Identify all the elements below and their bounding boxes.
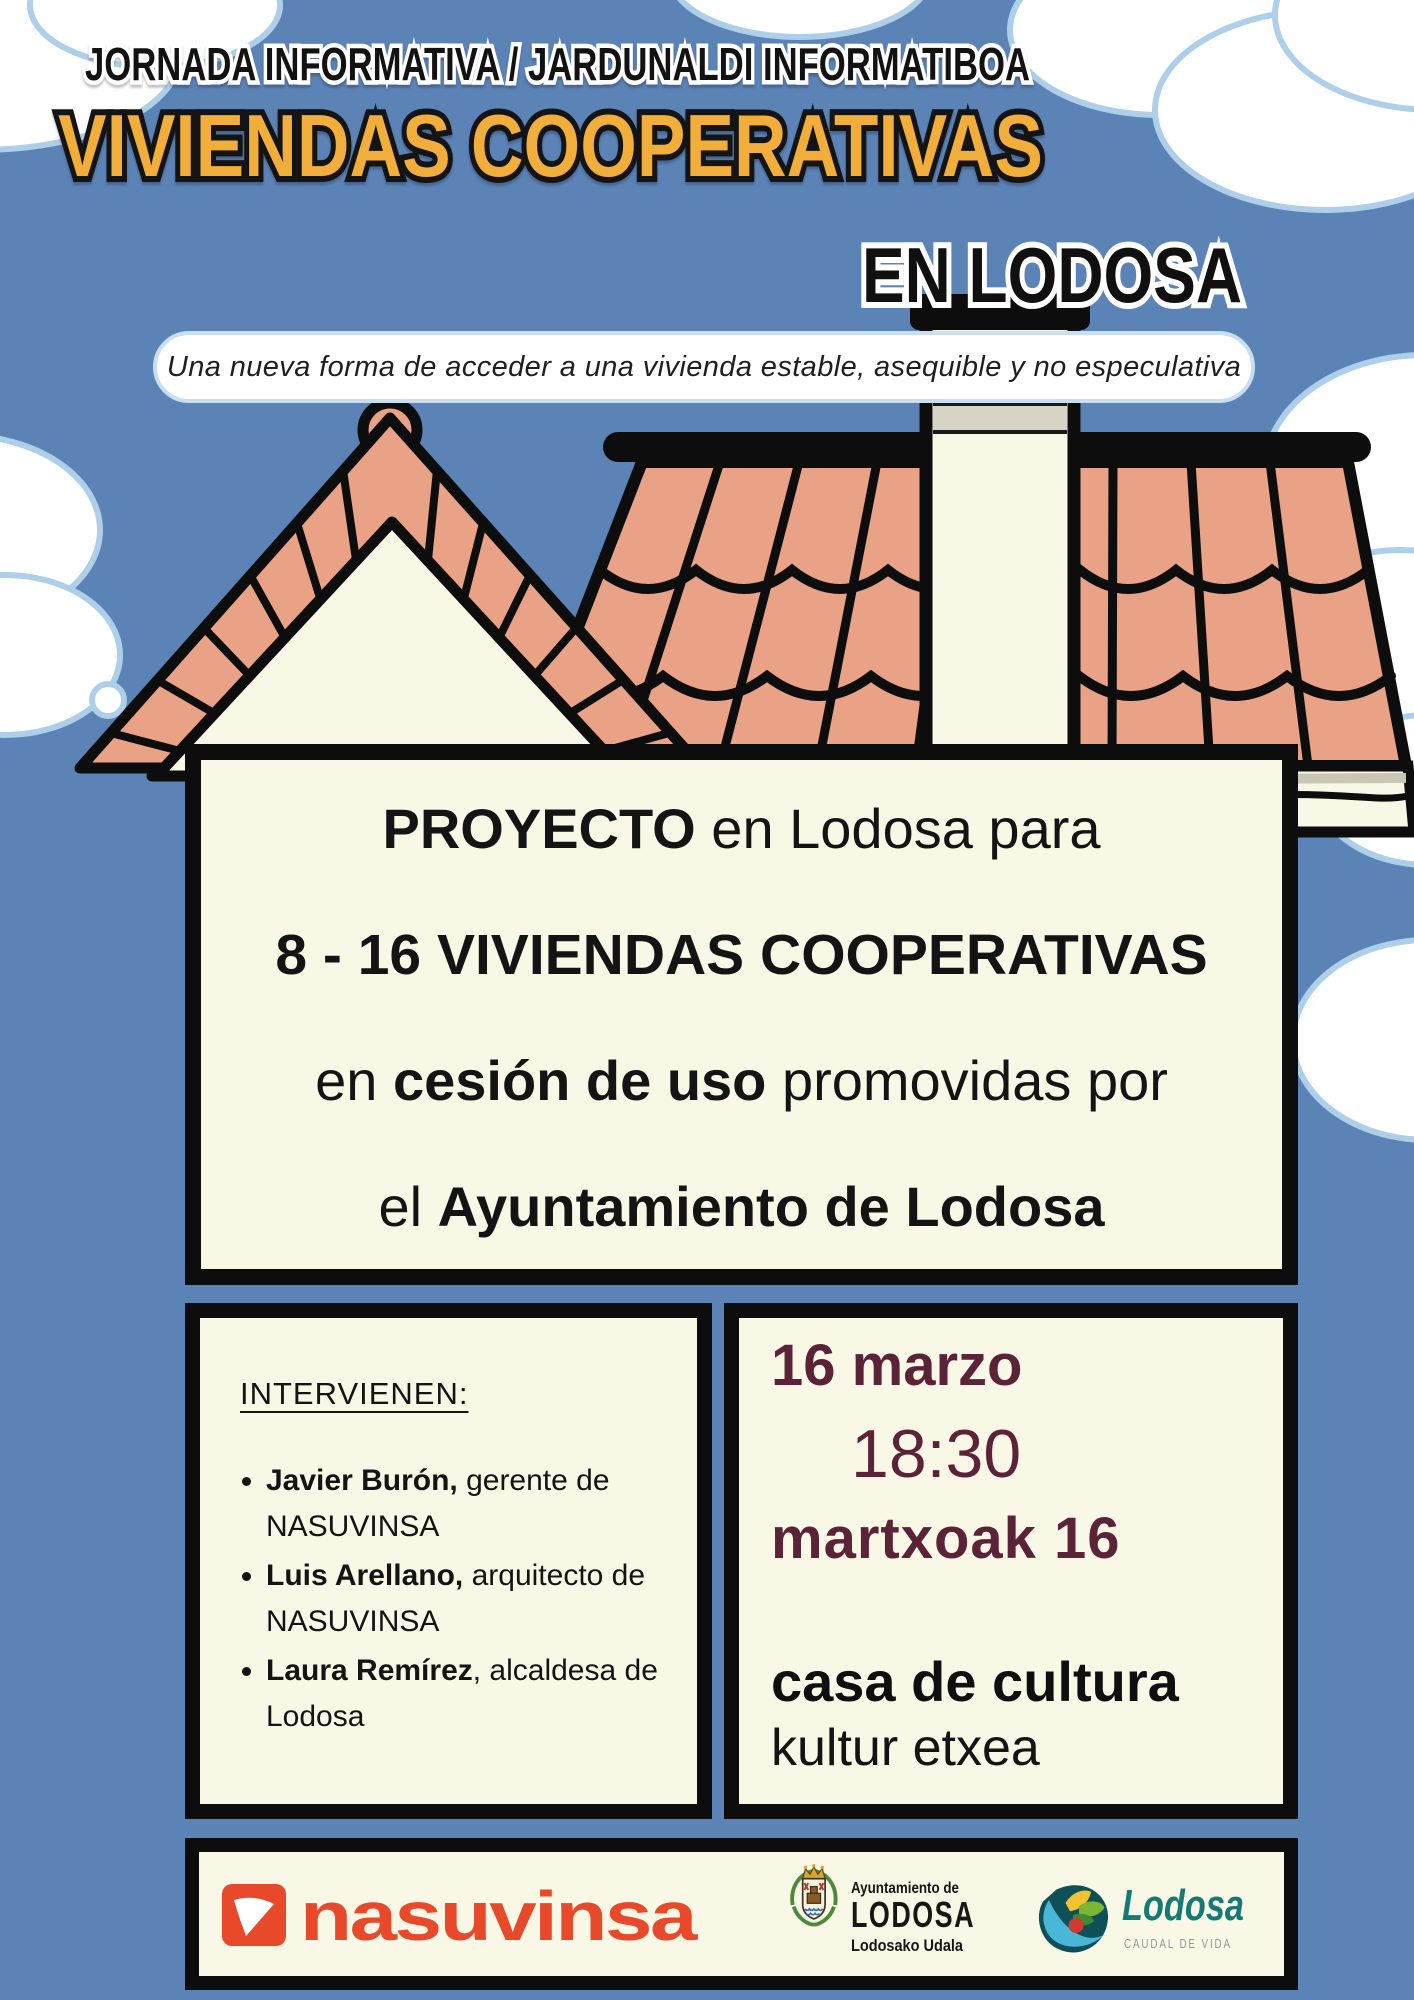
ayuntamiento-line2: LODOSA (851, 1894, 975, 1935)
event-time: 18:30 (851, 1416, 1022, 1492)
schedule-dates (771, 1332, 1283, 1572)
ayuntamiento-line3: Lodosako Udala (851, 1936, 964, 1955)
speaker-item (266, 1553, 671, 1645)
project-line-3-pre: en (315, 1049, 393, 1112)
speaker-name: Javier Burón, (266, 1464, 458, 1497)
lodosa-logo (1034, 1860, 1264, 1968)
project-line-4-bold: Ayuntamiento de Lodosa (437, 1175, 1105, 1238)
project-line-4-pre: el (378, 1175, 438, 1238)
speaker-item (266, 1458, 671, 1550)
project-line-3-post: promovidas por (766, 1049, 1168, 1112)
project-line-1-rest: en Lodosa para (695, 797, 1101, 860)
project-line-3-bold: cesión de uso (392, 1049, 767, 1112)
lodosa-wordmark: Lodosa (1122, 1881, 1244, 1930)
main-title: VIVIENDAS COOPERATIVAS (58, 96, 1043, 195)
project-line-2 (201, 892, 1282, 1018)
nasuvinsa-wordmark: nasuvinsa (300, 1877, 699, 1955)
subtitle: EN LODOSA (862, 231, 1242, 319)
speaker-item (266, 1648, 671, 1740)
project-line-2-text: 8 - 16 VIVIENDAS COOPERATIVAS (275, 923, 1208, 987)
speakers-box (185, 1303, 712, 1819)
speakers-list (200, 1458, 697, 1740)
ayuntamiento-logo (787, 1863, 987, 1967)
date-basque: martxoak 16 (771, 1506, 1121, 1571)
project-line-1 (201, 766, 1282, 892)
nasuvinsa-icon (222, 1884, 286, 1946)
speaker-role: arquitecto de NASUVINSA (266, 1559, 646, 1638)
tagline-pill (153, 331, 1255, 403)
nasuvinsa-logo (222, 1878, 702, 1956)
tagline-text: Una nueva forma de acceder a una vivienda estable, asequible y no especulativa (166, 350, 1242, 383)
schedule-box (724, 1303, 1298, 1819)
ayuntamiento-crest-icon (792, 1864, 835, 1924)
speakers-heading: INTERVIENEN: (240, 1376, 469, 1411)
speaker-name: Luis Arellano, (266, 1559, 464, 1592)
speaker-name: Laura Remírez (266, 1654, 473, 1687)
project-line-1-bold: PROYECTO (382, 797, 696, 860)
venue-spanish: casa de cultura (771, 1650, 1179, 1713)
date-spanish: 16 marzo (771, 1333, 1023, 1398)
lodosa-icon (1039, 1885, 1108, 1952)
lodosa-tagline: CAUDAL DE VIDA (1124, 1936, 1232, 1951)
speaker-role: gerente de NASUVINSA (266, 1464, 610, 1543)
project-line-3 (201, 1018, 1282, 1144)
ayuntamiento-line1: Ayuntamiento de (851, 1880, 960, 1897)
project-box (185, 744, 1298, 1285)
title-block (0, 0, 1414, 330)
logo-bar (185, 1838, 1298, 1990)
venue (771, 1649, 1179, 1778)
speaker-role: , alcaldesa de Lodosa (266, 1654, 658, 1733)
venue-basque: kultur etxea (771, 1719, 1040, 1777)
project-line-4 (201, 1144, 1282, 1270)
kicker-title: JORNADA INFORMATIVA / JARDUNALDI INFORMATIBOA (85, 38, 1030, 90)
